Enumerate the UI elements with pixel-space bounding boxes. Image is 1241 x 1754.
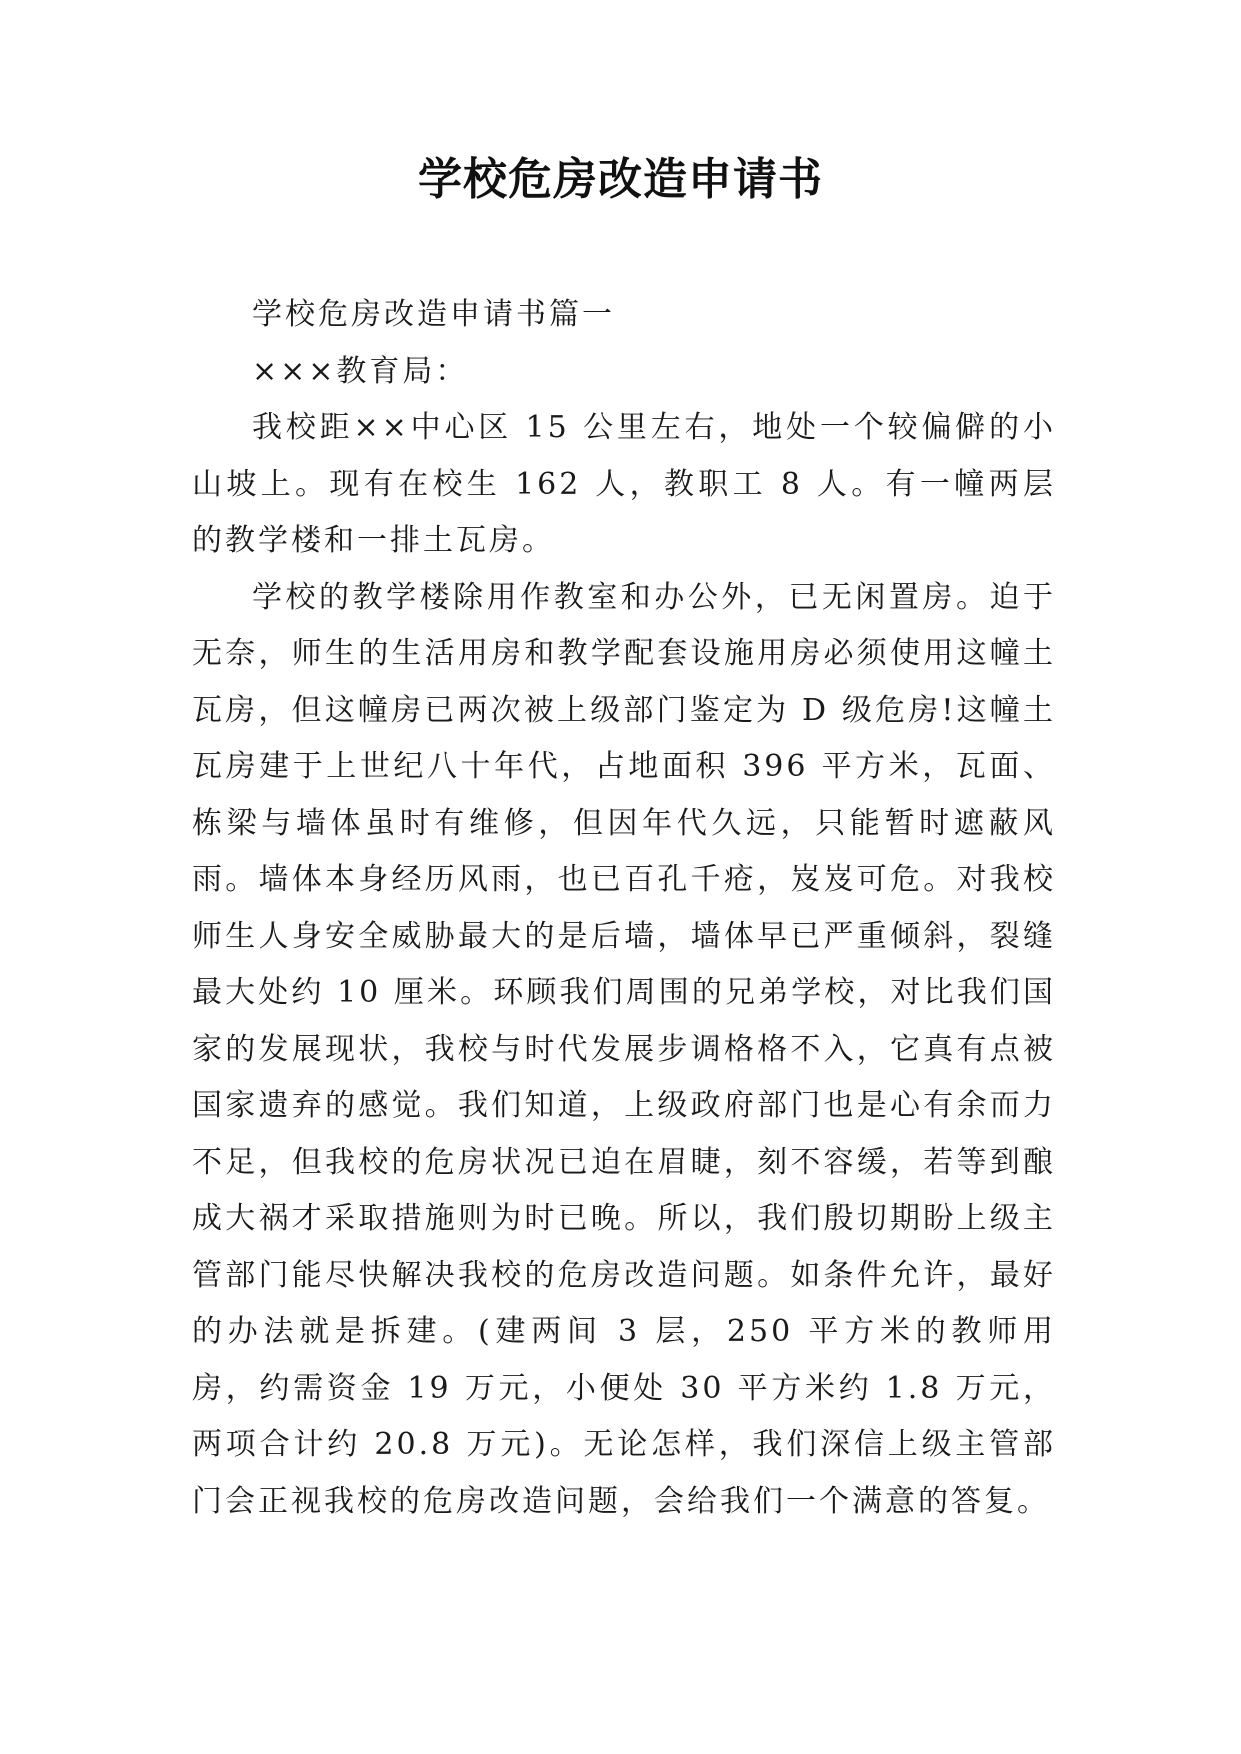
- paragraph-request: 学校的教学楼除用作教室和办公外，已无闲置房。迫于无奈，师生的生活用房和教学配套设施用房必须使用这幢土瓦房，但这幢房已两次被上级部门鉴定为 D 级危房!这幢土瓦房建于上世纪八十年代，占地面积 396 平方米，瓦面、栋梁与墙体虽时有维修，但因年代久远，只能暂时遮蔽风雨。墙体本身经历风雨，也已百孔千疮，岌岌可危。对我校师生人身安全威胁最大的是后墙，墙体早已严重倾斜，裂缝最大处约 10 厘米。环顾我们周围的兄弟学校，对比我们国家的发展现状，我校与时代发展步调格格不入，它真有点被国家遗弃的感觉。我们知道，上级政府部门也是心有余而力不足，但我校的危房状况已迫在眉睫，刻不容缓，若等到酿成大祸才采取措施则为时已晚。所以，我们殷切期盼上级主管部门能尽快解决我校的危房改造问题。如条件允许，最好的办法就是拆建。(建两间 3 层，250 平方米的教师用房，约需资金 19 万元，小便处 30 平方米约 1.8 万元，两项合计约 20.8 万元)。无论怎样，我们深信上级主管部门会正视我校的危房改造问题，会给我们一个满意的答复。: [192, 579, 1056, 1519]
- document-title: 学校危房改造申请书: [418, 154, 823, 205]
- document-body: [192, 287, 1056, 1530]
- document-subheading: 学校危房改造申请书篇一: [252, 297, 615, 332]
- salutation: ×××教育局：: [252, 353, 469, 389]
- paragraph-situation: 我校距××中心区 15 公里左右，地处一个较偏僻的小山坡上。现有在校生 162 人，教职工 8 人。有一幢两层的教学楼和一排土瓦房。: [192, 410, 1056, 558]
